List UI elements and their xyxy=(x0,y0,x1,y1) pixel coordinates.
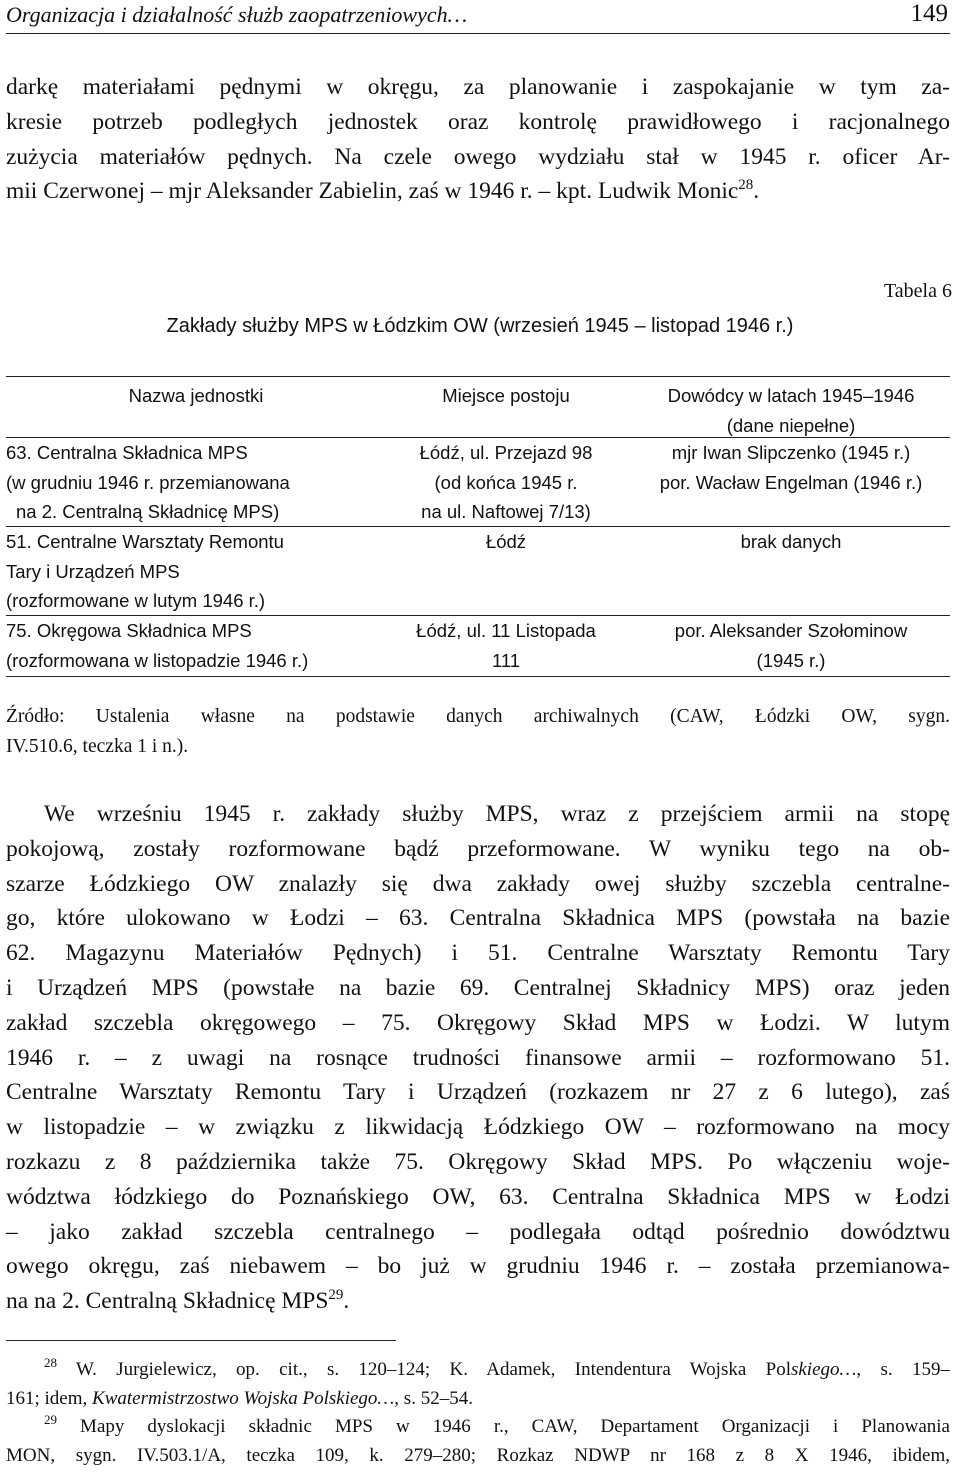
text-line: go, które ulokowano w Łodzi – 63. Centralna Składnica MPS (powstała na bazie xyxy=(6,905,950,932)
footnote-29-cont: MON, sygn. IV.503.1/A, teczka 109, k. 279–280; Rozkaz NDWP nr 168 z 8 X 1946, ibidem, xyxy=(6,1444,950,1466)
text-line: 62. Magazynu Materiałów Pędnych) i 51. Centralne Warsztaty Remontu Tary xyxy=(6,940,950,967)
text-line: wództwa łódzkiego do Poznańskiego OW, 63. Centralna Składnica MPS w Łodzi xyxy=(6,1183,950,1210)
table-row xyxy=(6,438,950,527)
text-line: szarze Łódzkiego OW znalazły się dwa zakłady owej służby szczebla centralne- xyxy=(6,870,950,897)
text-line: rozkazu z 8 października także 75. Okręgowy Skład MPS. Po włączeniu woje- xyxy=(6,1148,950,1175)
cell-unit-name: 51. Centralne Warsztaty Remontu Tary i Urządzeń MPS (rozformowane w lutym 1946 r.) xyxy=(6,531,284,611)
cell-commanders: por. Aleksander Szołominow (1945 r.) xyxy=(674,620,908,671)
cell-location: Łódź, ul. Przejazd 98 (od końca 1945 r. na ul. Naftowej 7/13) xyxy=(419,442,593,522)
source-line: Źródło: Ustalenia własne na podstawie danych archiwalnych (CAW, Łódzki OW, sygn. xyxy=(6,706,950,727)
footnote-ref[interactable]: 29 xyxy=(328,1287,344,1304)
text-line: Centralne Warsztaty Remontu Tary i Urządzeń (rozkazem nr 27 z 6 lutego), zaś xyxy=(6,1079,950,1106)
cell-location: Łódź, ul. 11 Listopada 111 xyxy=(416,620,596,671)
cell-unit-name: 63. Centralna Składnica MPS (w grudniu 1946 r. przemianowana na 2. Centralną Składnicę MPS) xyxy=(6,442,290,522)
text-line: – jako zakład szczebla centralnego – podlegała odtąd pośrednio dowództwu xyxy=(6,1218,950,1245)
running-header xyxy=(6,0,950,34)
footnotes xyxy=(6,1356,950,1470)
header-commanders: Dowódcy w latach 1945–1946 (dane niepełne) xyxy=(667,385,915,436)
footnote-28-cont: 161; idem, Kwatermistrzostwo Wojska Polskiego…, s. 52–54. xyxy=(6,1387,473,1409)
text-line: owego okręgu, zaś niebawem – bo już w grudniu 1946 r. – została przemianowa- xyxy=(6,1253,950,1280)
cell-location: Łódź xyxy=(485,531,527,552)
text-line: w listopadzie – w związku z likwidacją Łódzkiego OW – rozformowano na mocy xyxy=(6,1114,950,1141)
sentence-end: . xyxy=(753,178,760,205)
text-line: darkę materiałami pędnymi w okręgu, za planowanie i zaspokajanie w tym za- xyxy=(6,74,950,100)
table-row xyxy=(6,527,950,616)
footnote-29: $^{29}$ Mapy dyslokacji składnic MPS w 1946 r., CAW, Departament Organizacji i Planowania xyxy=(44,1412,950,1437)
text-line: We wrześniu 1945 r. zakłady służby MPS, wraz z przejściem armii na stopę xyxy=(44,801,950,827)
source-line: IV.510.6, teczka 1 i n.). xyxy=(6,736,189,757)
text-line: i Urządzeń MPS (powstałe na bazie 69. Centralnej Składnicy MPS) oraz jeden xyxy=(6,974,950,1001)
page-number: 149 xyxy=(910,0,948,27)
text-line: zużycia materiałów pędnych. Na czele owego wydziału stał w 1945 r. oficer Ar- xyxy=(6,143,950,170)
sentence-end: . xyxy=(343,1288,350,1315)
cell-commanders: brak danych xyxy=(740,531,842,552)
paragraph-intro xyxy=(6,70,950,209)
data-table xyxy=(6,376,950,677)
text-line-last xyxy=(6,174,950,209)
footnote-28: $^{28}$ W. Jurgielewicz, op. cit., s. 120–124; K. Adamek, Intendentura Wojska Polskiego…, s. 159– xyxy=(44,1355,950,1380)
text-line: na na 2. Centralną Składnicę MPS xyxy=(6,1288,329,1315)
cell-commanders: mjr Iwan Slipczenko (1945 r.) por. Wacław Engelman (1946 r.) xyxy=(659,442,923,493)
table-row xyxy=(6,616,950,676)
table-number: Tabela 6 xyxy=(883,280,952,302)
cell-unit-name: 75. Okręgowa Składnica MPS (rozformowana w listopadzie 1946 r.) xyxy=(6,620,309,671)
header-location: Miejsce postoju xyxy=(442,385,570,406)
footnote-separator xyxy=(6,1340,396,1341)
table-header-row xyxy=(6,377,950,438)
text-line-last xyxy=(6,1284,950,1319)
text-line: mii Czerwonej – mjr Aleksander Zabielin, zaś w 1946 r. – kpt. Ludwik Monic xyxy=(6,178,739,205)
text-line: kresie potrzeb podległych jednostek oraz kontrolę prawidłowego i racjonalnego xyxy=(6,108,950,135)
header-unit-name: Nazwa jednostki xyxy=(128,385,264,406)
text-line: zakład szczebla okręgowego – 75. Okręgowy Skład MPS w Łodzi. W lutym xyxy=(6,1009,950,1036)
text-line: 1946 r. – z uwagi na rosnące trudności finansowe armii – rozformowano 51. xyxy=(6,1044,950,1071)
table-source-note xyxy=(6,702,950,762)
table-caption: Zakłady służby MPS w Łódzkim OW (wrzesień 1945 – listopad 1946 r.) xyxy=(166,315,794,337)
footnote-number: 29 xyxy=(44,1412,57,1427)
footnote-number: 28 xyxy=(44,1355,57,1370)
text-line: pokojową, zostały rozformowane bądź przeformowane. W wyniku tego na ob- xyxy=(6,835,950,862)
paragraph-main xyxy=(6,797,950,1319)
running-title: Organizacja i działalność służb zaopatrzeniowych… xyxy=(6,2,468,27)
footnote-ref[interactable]: 28 xyxy=(738,177,754,194)
